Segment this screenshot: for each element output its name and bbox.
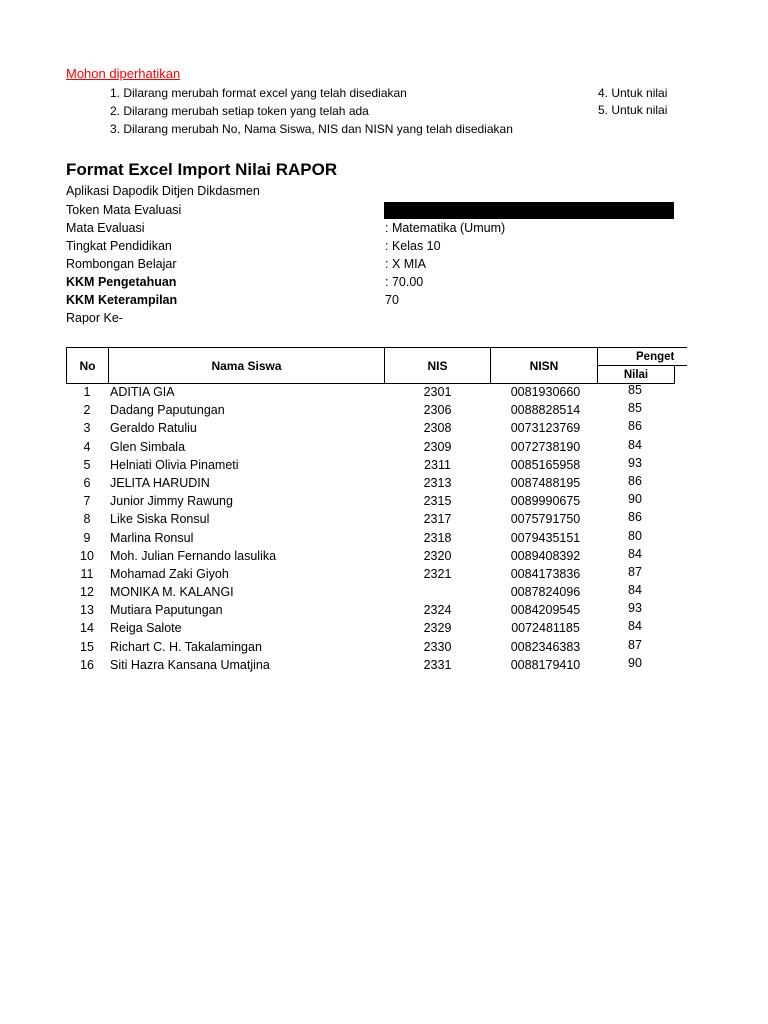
header-nisn: NISN [490,347,598,384]
row-nilai: 87 [628,564,642,579]
row-nisn: 0072481185 [511,621,580,636]
row-nis: 2324 [423,603,452,618]
row-nisn: 0085165958 [510,457,581,472]
kkm-keterampilan-value: 70 [385,293,399,307]
row-nis: 2315 [423,494,452,509]
row-nilai: 84 [628,619,642,634]
kkm-pengetahuan-label: KKM Pengetahuan [66,275,177,289]
token-redacted-bar [384,202,674,219]
row-nilai: 86 [628,419,642,434]
row-nis: 2318 [423,530,452,545]
table-row [66,529,686,547]
row-nis: 2331 [423,657,452,672]
row-no: 14 [80,621,94,636]
row-nama-siswa: Moh. Julian Fernando lasulika [110,548,277,563]
row-nama-siswa: Geraldo Ratuliu [110,421,197,436]
rule-4: 4. Untuk nilai [598,86,668,100]
row-nisn: 0088179410 [510,657,581,672]
subtitle: Aplikasi Dapodik Ditjen Dikdasmen [66,184,260,198]
row-nilai: 93 [628,601,642,616]
table-row [66,547,686,565]
row-nama-siswa: Junior Jimmy Rawung [110,494,233,509]
row-nis: 2301 [423,385,452,399]
row-nilai: 85 [628,401,642,416]
table-row [66,383,686,401]
rule-2: 2. Dilarang merubah setiap token yang telah ada [110,104,369,118]
kkm-keterampilan-label: KKM Keterampilan [66,293,178,307]
row-nilai: 87 [628,637,642,652]
row-nis: 2311 [424,457,451,472]
row-no: 8 [83,512,91,527]
row-nama-siswa: Glen Simbala [110,439,186,454]
rule-5: 5. Untuk nilai [598,103,668,117]
table-row [66,565,686,583]
row-nisn: 0087488195 [510,475,581,490]
row-nisn: 0079435151 [510,530,581,545]
row-no: 7 [83,494,91,509]
table-row [66,510,686,528]
row-no: 6 [83,475,91,490]
row-nama-siswa: Siti Hazra Kansana Umatjina [110,657,270,672]
table-row [66,656,686,674]
row-no: 13 [80,603,94,618]
row-nilai: 80 [628,528,642,543]
table-row [66,583,686,601]
row-nama-siswa: ADITIA GIA [110,385,175,399]
rapor-ke-label: Rapor Ke- [66,311,123,325]
row-nisn: 0089408392 [510,548,581,563]
rombel-value: : X MIA [385,257,426,271]
row-nama-siswa: Helniati Olivia Pinameti [110,457,239,472]
row-nilai: 90 [628,655,642,670]
row-no: 15 [80,639,94,654]
page-title: Format Excel Import Nilai RAPOR [66,160,338,179]
row-nisn: 0084173836 [510,566,581,581]
row-no: 9 [83,530,91,545]
table-row [66,456,686,474]
row-no: 4 [83,439,91,454]
table-row [66,419,686,437]
row-no: 5 [83,457,91,472]
row-nisn: 0073123769 [510,421,581,436]
row-nis: 2330 [423,639,452,654]
row-nisn: 0088828514 [510,403,581,418]
row-nama-siswa: JELITA HARUDIN [110,475,210,490]
tingkat-value: : Kelas 10 [385,239,441,253]
row-no: 3 [83,421,91,436]
row-nisn: 0084209545 [510,603,581,618]
row-no: 11 [80,566,94,581]
row-nama-siswa: Marlina Ronsul [110,530,194,545]
rule-3: 3. Dilarang merubah No, Nama Siswa, NIS dan NISN yang telah disediakan [110,122,513,136]
row-no: 12 [80,585,94,600]
header-pengetahuan-group: Penget [597,347,687,366]
mata-evaluasi-label: Mata Evaluasi [66,221,145,235]
row-nis: 2309 [423,439,452,454]
row-no: 10 [80,548,94,563]
row-no: 16 [80,657,94,672]
row-nisn: 0081930660 [510,385,581,399]
table-row [66,619,686,637]
row-no: 1 [83,385,91,399]
table-row [66,474,686,492]
table-row [66,401,686,419]
row-nisn: 0082346383 [510,639,581,654]
row-nilai: 86 [628,473,642,488]
row-nilai: 85 [628,383,642,397]
row-nama-siswa: Like Siska Ronsul [110,512,210,527]
row-nisn: 0089990675 [510,494,581,509]
table-row [66,438,686,456]
row-nis: 2329 [423,621,452,636]
tingkat-label: Tingkat Pendidikan [66,239,172,253]
row-nama-siswa: Dadang Paputungan [110,403,225,418]
row-nama-siswa: MONIKA M. KALANGI [110,585,234,600]
rombel-label: Rombongan Belajar [66,257,177,271]
header-no: No [66,347,109,384]
row-nisn: 0075791750 [510,512,581,527]
row-nilai: 86 [628,510,642,525]
row-nilai: 84 [628,546,642,561]
table-row [66,638,686,656]
row-nis: 2317 [423,512,452,527]
row-nama-siswa: Mohamad Zaki Giyoh [110,566,229,581]
row-nilai: 84 [628,583,642,598]
row-nis: 2308 [423,421,452,436]
token-label: Token Mata Evaluasi [66,203,182,217]
row-nis: 2320 [423,548,452,563]
row-nis: 2313 [423,475,452,490]
row-nis: 2321 [423,566,452,581]
mata-evaluasi-value: : Matematika (Umum) [385,221,506,235]
row-nilai: 93 [628,455,642,470]
student-table-body [66,383,686,674]
header-nis: NIS [384,347,491,384]
header-nama-siswa: Nama Siswa [108,347,385,384]
notice-title: Mohon diperhatikan [66,66,181,81]
table-row [66,492,686,510]
row-nama-siswa: Richart C. H. Takalamingan [110,639,262,654]
row-nilai: 84 [628,437,642,452]
kkm-pengetahuan-value: : 70.00 [385,275,424,289]
table-row [66,601,686,619]
row-no: 2 [83,403,91,418]
row-nisn: 0072738190 [510,439,581,454]
rule-1: 1. Dilarang merubah format excel yang telah disediakan [110,86,407,100]
row-nama-siswa: Mutiara Paputungan [110,603,223,618]
row-nilai: 90 [628,492,642,507]
row-nis: 2306 [423,403,452,418]
row-nama-siswa: Reiga Salote [110,621,182,636]
header-nilai: Nilai [597,365,675,384]
row-nisn: 0087824096 [510,585,581,600]
